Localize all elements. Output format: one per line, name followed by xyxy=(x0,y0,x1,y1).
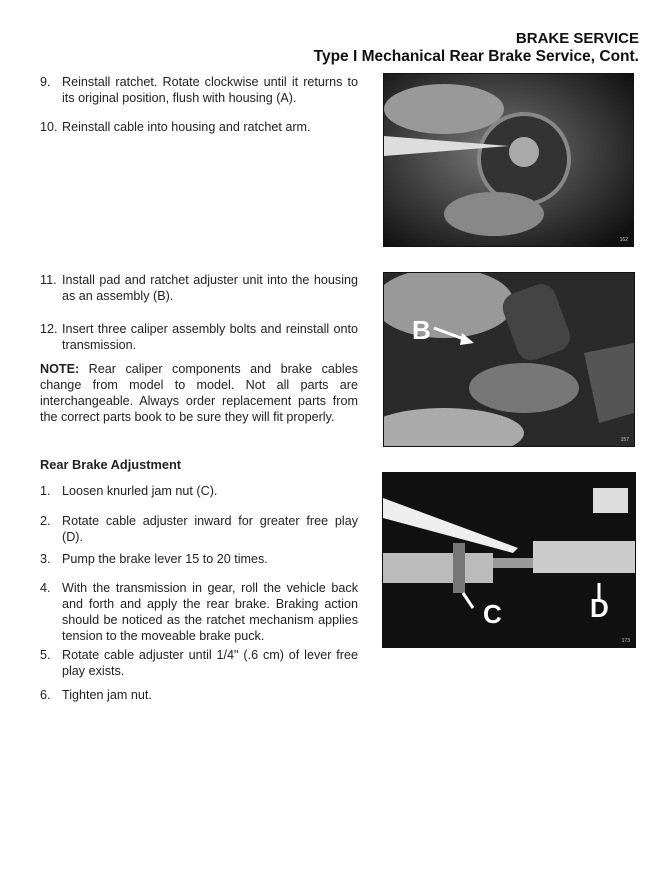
step-text: Insert three caliper assembly bolts and reinstall onto transmission. xyxy=(62,322,358,352)
callout-d: D xyxy=(590,593,609,623)
callout-b: B xyxy=(412,315,431,345)
adjust-step-2 xyxy=(40,513,358,545)
step-text: Pump the brake lever 15 to 20 times. xyxy=(62,552,268,566)
step-9 xyxy=(40,74,358,106)
adjust-step-6 xyxy=(40,687,358,703)
step-text: Tighten jam nut. xyxy=(62,688,152,702)
step-number: 11. xyxy=(40,273,57,287)
callout-c: C xyxy=(483,599,502,629)
adjust-step-1 xyxy=(40,483,358,499)
step-number: 4. xyxy=(40,581,51,595)
step-number: 5. xyxy=(40,648,51,662)
step-number: 2. xyxy=(40,514,51,528)
page-title: Type I Mechanical Rear Brake Service, Cont. xyxy=(313,48,639,65)
step-number: 12. xyxy=(40,322,58,336)
section-heading: BRAKE SERVICE xyxy=(515,30,639,47)
step-text: Reinstall cable into housing and ratchet arm. xyxy=(62,120,311,134)
step-text: Loosen knurled jam nut (C). xyxy=(62,484,218,498)
photo-code: 162 xyxy=(619,237,628,243)
step-number: 9. xyxy=(40,75,51,89)
note xyxy=(40,361,358,425)
step-number: 6. xyxy=(40,688,51,702)
pad-assembly-photo-image xyxy=(384,273,634,446)
step-10 xyxy=(40,119,358,135)
note-label: NOTE: xyxy=(40,362,80,376)
step-number: 3. xyxy=(40,552,51,566)
adjust-step-3 xyxy=(40,551,358,567)
step-text: With the transmission in gear, roll the vehicle back and forth and apply the rear brake. Braking action should be noticed as the ratchet mechanism applies tension to the moveable brake puck. xyxy=(62,581,358,643)
photo-cable-adjuster xyxy=(382,472,636,648)
ratchet-photo-image xyxy=(384,74,633,246)
step-text: Install pad and ratchet adjuster unit into the housing as an assembly (B). xyxy=(62,273,358,303)
step-number: 10. xyxy=(40,120,58,134)
photo-ratchet xyxy=(383,73,634,247)
step-number: 1. xyxy=(40,484,51,498)
step-text: Reinstall ratchet. Rotate clockwise until it returns to its original position, flush with housing (A). xyxy=(62,75,358,105)
step-text: Rotate cable adjuster inward for greater free play (D). xyxy=(62,514,358,544)
photo-pad-assembly xyxy=(383,272,635,447)
subsection-title: Rear Brake Adjustment xyxy=(40,457,182,472)
adjust-step-4 xyxy=(40,580,358,644)
note-text: Rear caliper components and brake cables change from model to model. Not all parts are interchangeable. Always order replacement parts from the correct parts book to be sure they will fit properly. xyxy=(40,362,358,424)
photo-code: 157 xyxy=(620,437,629,443)
step-11 xyxy=(40,272,358,304)
step-12 xyxy=(40,321,358,353)
step-text: Rotate cable adjuster until 1/4" (.6 cm) of lever free play exists. xyxy=(62,648,358,678)
photo-code: 173 xyxy=(621,638,630,644)
adjust-step-5 xyxy=(40,647,358,679)
